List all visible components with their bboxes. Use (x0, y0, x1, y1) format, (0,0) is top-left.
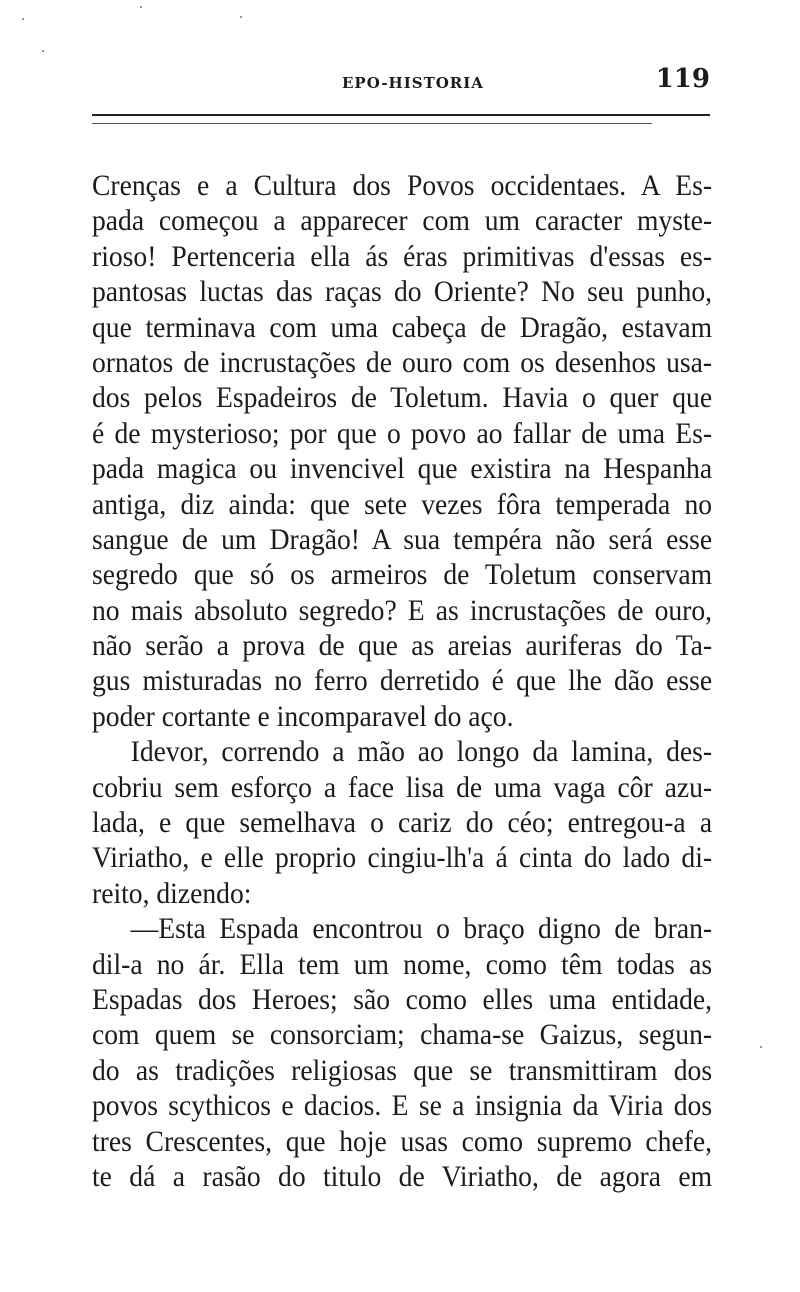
text-line: pantosas luctas das raças do Oriente? No seu punho, (92, 275, 713, 309)
text-line: dil-a no ár. Ella tem um nome, como têm todas as (92, 947, 713, 981)
header-rule-thin (92, 123, 652, 124)
header-rule (92, 114, 710, 116)
text-line: dos pelos Espadeiros de Toletum. Havia o quer que (92, 381, 713, 415)
text-line: ornatos de incrustações de ouro com os desenhos usa- (92, 345, 713, 379)
print-speck (760, 1046, 762, 1048)
text-line: do as tradições religiosas que se transmittiram dos (92, 1053, 713, 1087)
text-line: não serão a prova de que as areias auriferas do Ta- (92, 629, 713, 663)
text-line: Espadas dos Heroes; são como elles uma entidade, (92, 982, 713, 1016)
running-title: EPO-HISTORIA (342, 74, 484, 92)
text-line: cobriu sem esforço a face lisa de uma vaga côr azu- (92, 770, 713, 804)
text-line: sangue de um Dragão! A sua tempéra não será esse (92, 522, 713, 556)
text-line: Crenças e a Cultura dos Povos occidentaes. A Es- (92, 169, 713, 202)
text-line: —Esta Espada encontrou o braço digno de bran- (130, 912, 713, 946)
text-line: lada, e que semelhava o cariz do céo; entregou-a a (92, 806, 713, 840)
page-header (92, 64, 712, 100)
text-line: tres Crescentes, que hoje usas como supremo chefe, (92, 1124, 713, 1158)
print-speck (42, 50, 44, 52)
text-line: segredo que só os armeiros de Toletum conservam (92, 558, 713, 592)
text-line: que terminava com uma cabeça de Dragão, estavam (92, 310, 713, 344)
print-speck (240, 16, 242, 18)
text-line: Idevor, correndo a mão ao longo da lamina, des- (130, 735, 713, 769)
text-line: com quem se consorciam; chama-se Gaizus, segun- (92, 1018, 713, 1052)
text-line: no mais absoluto segredo? E as incrustações de ouro, (92, 593, 713, 627)
print-speck (22, 18, 24, 20)
text-line: gus misturadas no ferro derretido é que lhe dão esse (92, 664, 713, 698)
page-number: 119 (655, 64, 710, 94)
text-line: poder cortante e incomparavel do aço. (92, 699, 514, 733)
text-line: Viriatho, e elle proprio cingiu-lh'a á cinta do lado di- (92, 841, 713, 875)
body-text (92, 168, 712, 1194)
text-line: antiga, diz ainda: que sete vezes fôra temperada no (92, 487, 713, 521)
print-speck (140, 6, 142, 8)
text-line: reito, dizendo: (92, 876, 252, 910)
text-line: é de mysterioso; por que o povo ao fallar de uma Es- (92, 416, 713, 450)
text-line: povos scythicos e dacios. E se a insignia da Viria dos (92, 1089, 713, 1123)
text-line: te dá a rasão do titulo de Viriatho, de agora em (92, 1159, 713, 1193)
text-line: pada começou a apparecer com um caracter myste- (92, 204, 713, 238)
text-line: rioso! Pertenceria ella ás éras primitivas d'essas es- (92, 239, 713, 273)
text-line: pada magica ou invencivel que existira na Hespanha (92, 452, 713, 486)
